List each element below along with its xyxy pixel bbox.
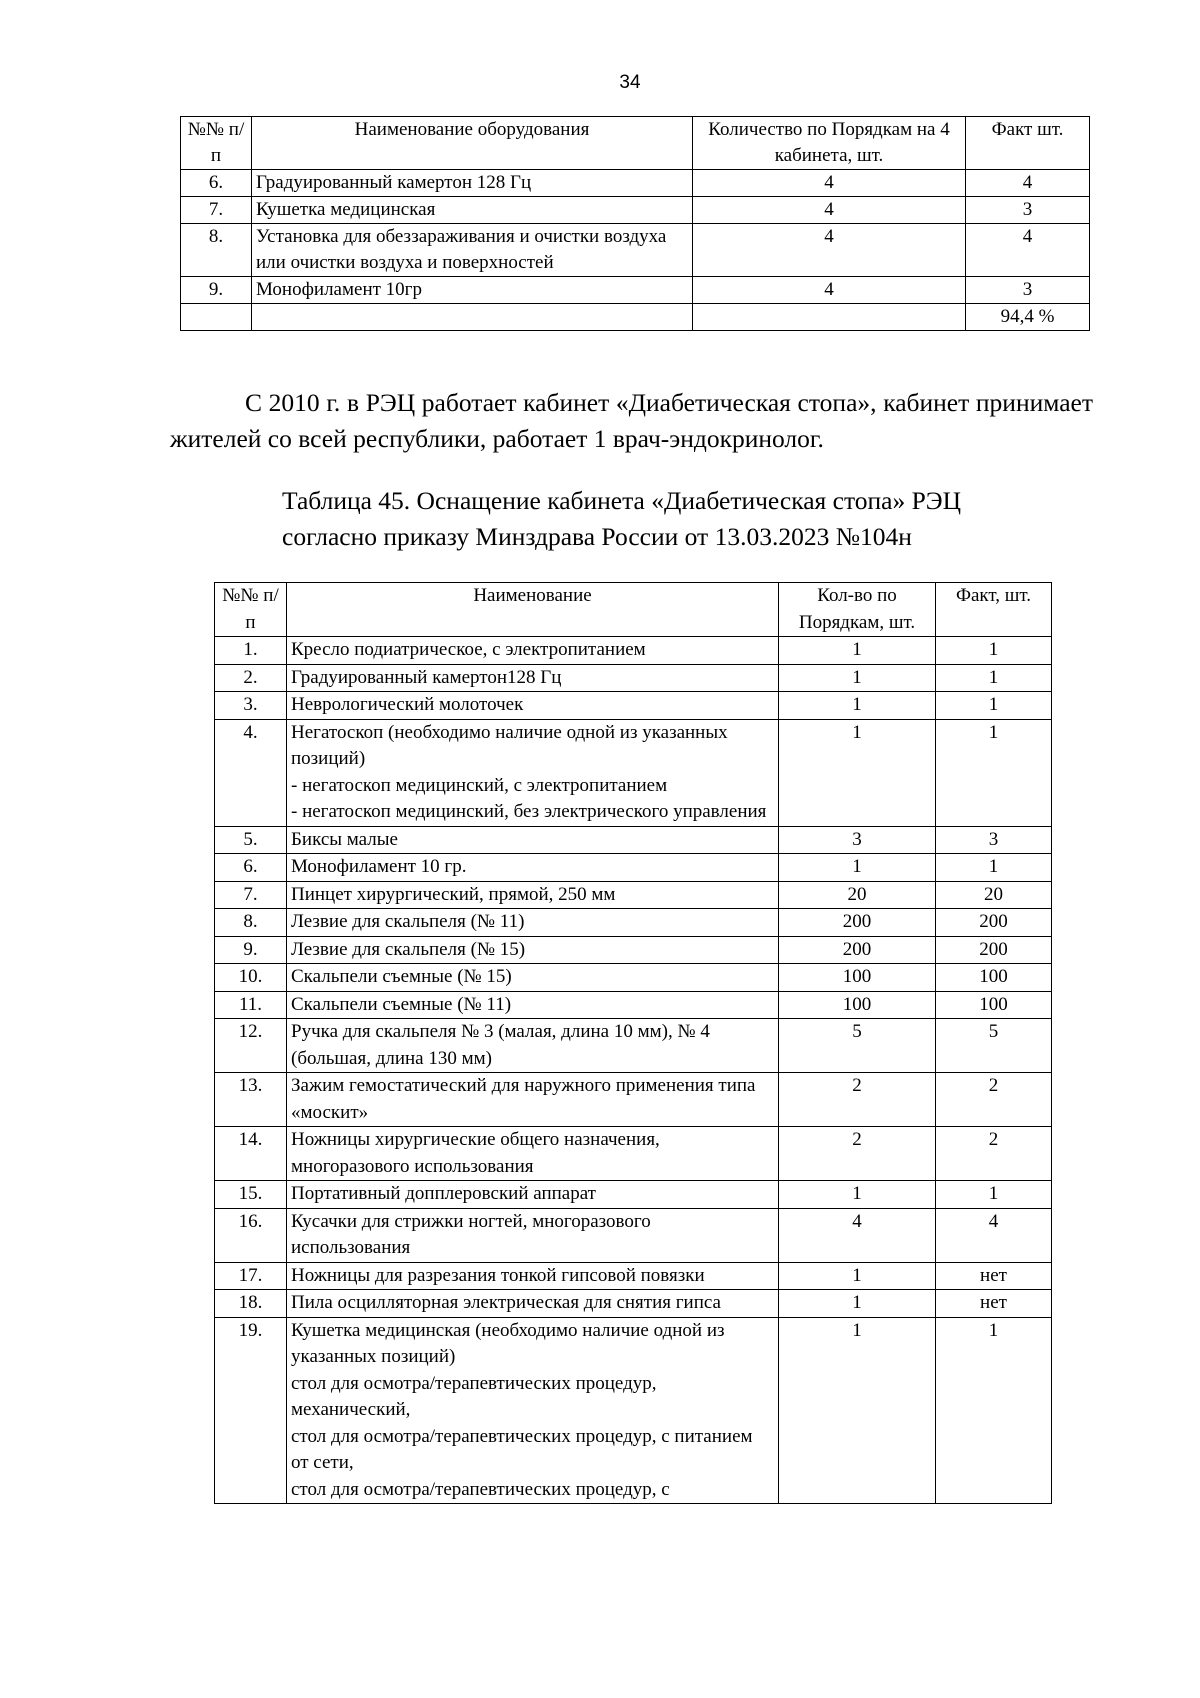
header-cell: Кол-во по Порядкам, шт. [779,583,936,637]
row-number: 6. [181,170,252,197]
row-number: 2. [215,664,287,692]
row-number: 14. [215,1127,287,1181]
table-caption [282,483,1082,555]
header-cell: Факт шт. [966,117,1090,170]
table-row [215,991,1052,1019]
required-quantity: 4 [693,224,966,277]
required-quantity: 4 [693,277,966,304]
item-name: Градуированный камертон128 Гц [287,664,779,692]
table-row [215,719,1052,826]
table-row [215,1019,1052,1073]
table-row [215,854,1052,882]
table-row [215,1262,1052,1290]
body-paragraph: С 2010 г. в РЭЦ работает кабинет «Диабетическая стопа», кабинет принимает жителей со всей республики, работает 1 врач-эндокринолог. [170,388,1093,453]
actual-quantity: 1 [936,1317,1052,1504]
header-cell: №№ п/п [181,117,252,170]
actual-quantity: нет [936,1290,1052,1318]
required-quantity: 200 [779,909,936,937]
item-name: Кушетка медицинская (необходимо наличие одной из указанных позиций) стол для осмотра/терапевтических процедур, механический, стол для осмотра/терапевтических процедур, с питанием от сети, стол для осмотра/терапевтических процедур, с [287,1317,779,1504]
required-quantity: 4 [693,170,966,197]
item-name: Монофиламент 10 гр. [287,854,779,882]
item-name: Зажим гемостатический для наружного применения типа «москит» [287,1073,779,1127]
required-quantity: 1 [779,664,936,692]
diabetic-foot-equipment-table [214,582,1052,1504]
header-cell: Количество по Порядкам на 4 кабинета, шт. [693,117,966,170]
required-quantity: 200 [779,936,936,964]
table-row [215,637,1052,665]
table-header-row [181,117,1090,170]
item-name: Лезвие для скальпеля (№ 15) [287,936,779,964]
actual-quantity: 5 [936,1019,1052,1073]
item-name: Кушетка медицинская [252,197,693,224]
table-row [215,692,1052,720]
required-quantity: 4 [779,1208,936,1262]
table-row [215,1073,1052,1127]
row-number: 4. [215,719,287,826]
actual-quantity: нет [936,1262,1052,1290]
actual-quantity: 4 [966,224,1090,277]
row-number: 19. [215,1317,287,1504]
table-body [215,637,1052,1504]
row-number: 12. [215,1019,287,1073]
table-row [215,1290,1052,1318]
item-name: Кусачки для стрижки ногтей, многоразового использования [287,1208,779,1262]
required-quantity: 2 [779,1127,936,1181]
actual-quantity: 3 [966,277,1090,304]
row-number: 1. [215,637,287,665]
actual-quantity: 4 [966,170,1090,197]
table-row [215,909,1052,937]
row-number: 5. [215,826,287,854]
required-quantity: 3 [779,826,936,854]
table-row [215,964,1052,992]
row-number: 17. [215,1262,287,1290]
page-number: 34 [619,72,641,93]
required-quantity: 100 [779,991,936,1019]
header-cell: Наименование [287,583,779,637]
item-name: Градуированный камертон 128 Гц [252,170,693,197]
actual-quantity: 3 [936,826,1052,854]
actual-quantity: 3 [966,197,1090,224]
item-name: Пила осцилляторная электрическая для снятия гипса [287,1290,779,1318]
table-total-row [181,304,1090,331]
actual-quantity: 200 [936,936,1052,964]
item-name: Скальпели съемные (№ 15) [287,964,779,992]
actual-quantity: 2 [936,1127,1052,1181]
table-row [215,881,1052,909]
table-row [181,277,1090,304]
item-name: Ручка для скальпеля № 3 (малая, длина 10 мм), № 4 (большая, длина 130 мм) [287,1019,779,1073]
table-row [181,224,1090,277]
actual-quantity: 1 [936,854,1052,882]
table-row [181,170,1090,197]
row-number: 11. [215,991,287,1019]
table-row [215,1127,1052,1181]
item-name: Скальпели съемные (№ 11) [287,991,779,1019]
actual-quantity: 1 [936,692,1052,720]
table-row [215,1317,1052,1504]
caption-line: согласно приказу Минздрава России от 13.03.2023 №104н [282,522,912,551]
empty-cell [693,304,966,331]
item-name: Портативный допплеровский аппарат [287,1181,779,1209]
caption-line: Таблица 45. Оснащение кабинета «Диабетическая стопа» РЭЦ [282,486,962,515]
actual-quantity: 2 [936,1073,1052,1127]
item-name: Ножницы для разрезания тонкой гипсовой повязки [287,1262,779,1290]
row-number: 9. [181,277,252,304]
required-quantity: 1 [779,854,936,882]
required-quantity: 20 [779,881,936,909]
item-name: Кресло подиатрическое, с электропитанием [287,637,779,665]
item-name: Пинцет хирургический, прямой, 250 мм [287,881,779,909]
row-number: 8. [181,224,252,277]
required-quantity: 1 [779,692,936,720]
table-row [215,1181,1052,1209]
item-name: Монофиламент 10гр [252,277,693,304]
header-cell: Наименование оборудования [252,117,693,170]
required-quantity: 100 [779,964,936,992]
actual-quantity: 100 [936,991,1052,1019]
item-name: Неврологический молоточек [287,692,779,720]
row-number: 7. [215,881,287,909]
row-number: 8. [215,909,287,937]
actual-quantity: 4 [936,1208,1052,1262]
item-name: Лезвие для скальпеля (№ 11) [287,909,779,937]
required-quantity: 1 [779,637,936,665]
row-number: 10. [215,964,287,992]
actual-quantity: 1 [936,637,1052,665]
actual-quantity: 20 [936,881,1052,909]
required-quantity: 5 [779,1019,936,1073]
item-name: Ножницы хирургические общего назначения, многоразового использования [287,1127,779,1181]
required-quantity: 1 [779,1317,936,1504]
table-row [215,664,1052,692]
table-row [215,936,1052,964]
empty-cell [252,304,693,331]
actual-quantity: 1 [936,719,1052,826]
item-name: Биксы малые [287,826,779,854]
required-quantity: 2 [779,1073,936,1127]
header-cell: №№ п/п [215,583,287,637]
item-name: Установка для обеззараживания и очистки воздуха или очистки воздуха и поверхностей [252,224,693,277]
table-row [215,1208,1052,1262]
row-number: 13. [215,1073,287,1127]
actual-quantity: 200 [936,909,1052,937]
header-cell: Факт, шт. [936,583,1052,637]
required-quantity: 1 [779,1262,936,1290]
actual-quantity: 100 [936,964,1052,992]
row-number: 16. [215,1208,287,1262]
table-row [181,197,1090,224]
equipment-table-continued [180,116,1090,331]
actual-quantity: 1 [936,1181,1052,1209]
row-number: 7. [181,197,252,224]
row-number: 18. [215,1290,287,1318]
row-number: 3. [215,692,287,720]
table-header-row [215,583,1052,637]
total-percent: 94,4 % [966,304,1090,331]
row-number: 6. [215,854,287,882]
table-row [215,826,1052,854]
row-number: 9. [215,936,287,964]
required-quantity: 4 [693,197,966,224]
empty-cell [181,304,252,331]
required-quantity: 1 [779,1181,936,1209]
item-name: Негатоскоп (необходимо наличие одной из указанных позиций) - негатоскоп медицинский, с электропитанием - негатоскоп медицинский, без электрического управления [287,719,779,826]
actual-quantity: 1 [936,664,1052,692]
required-quantity: 1 [779,719,936,826]
row-number: 15. [215,1181,287,1209]
required-quantity: 1 [779,1290,936,1318]
table-body [181,170,1090,304]
